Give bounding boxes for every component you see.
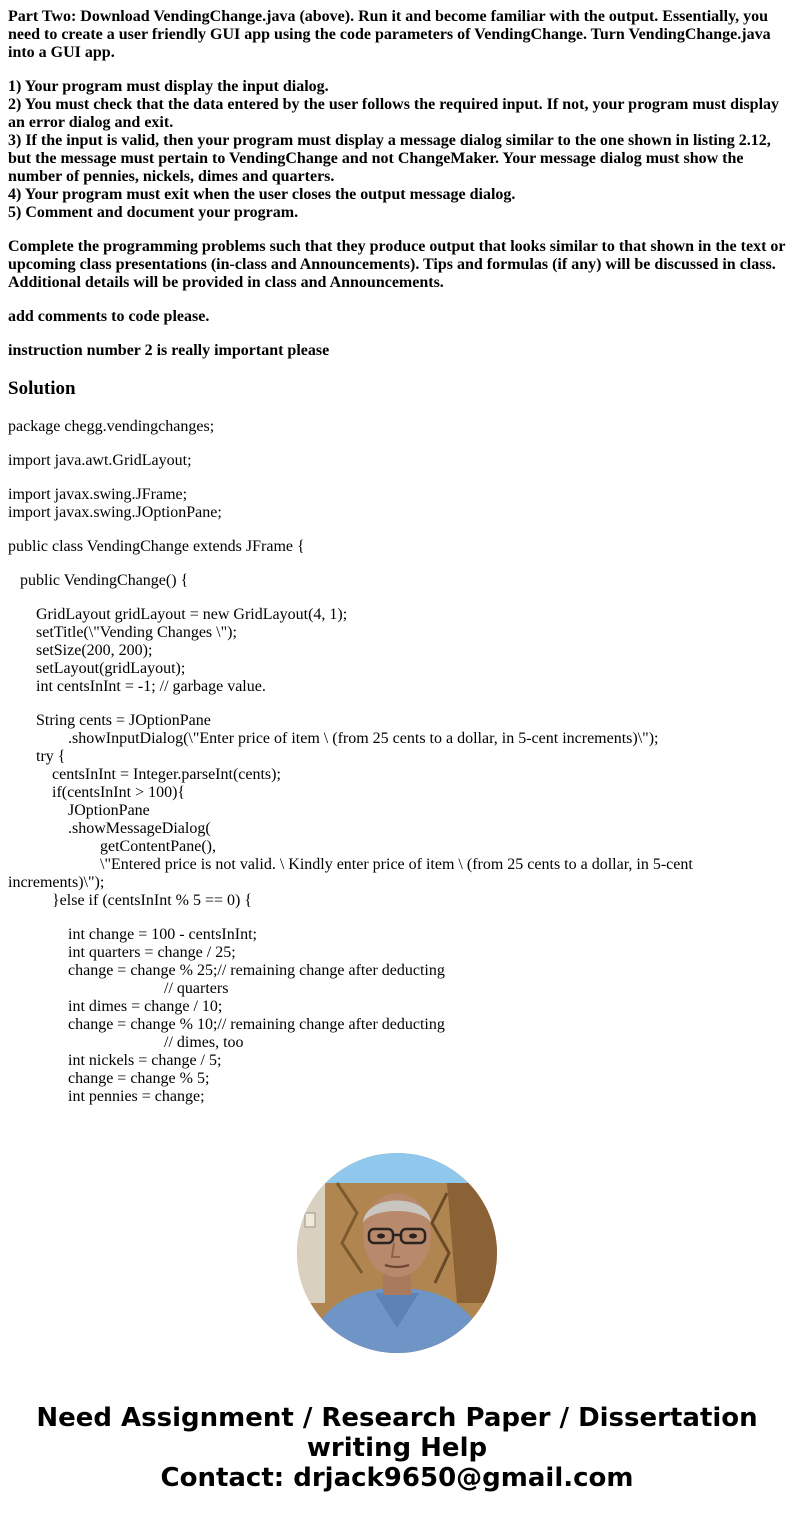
code-line: \"Entered price is not valid. \ Kindly enter price of item \ (from 25 cents to a dollar, in 5-cent increments)\"); — [8, 856, 697, 891]
promo-contact-text: Contact: drjack9650@gmail.com — [160, 1463, 634, 1493]
tutor-avatar — [297, 1153, 497, 1353]
code-line: int dimes = change / 10; — [8, 998, 223, 1015]
code-line: int change = 100 - centsInInt; — [8, 926, 257, 943]
code-line: import java.awt.GridLayout; — [8, 452, 192, 469]
code-line: // quarters — [8, 980, 229, 997]
code-line: int quarters = change / 25; — [8, 944, 236, 961]
instruction-item: 1) Your program must display the input dialog. — [8, 78, 329, 95]
code-line: int pennies = change; — [8, 1088, 205, 1105]
code-line: setLayout(gridLayout); — [8, 660, 186, 677]
code-line: }else if (centsInInt % 5 == 0) { — [8, 892, 253, 909]
promo-help-text: Need Assignment / Research Paper / Dissertation writing Help — [36, 1403, 758, 1463]
code-line: import javax.swing.JFrame; — [8, 486, 188, 503]
code-line: String cents = JOptionPane — [8, 712, 211, 729]
code-line: setSize(200, 200); — [8, 642, 153, 659]
code-line: GridLayout gridLayout = new GridLayout(4, 1); — [8, 606, 348, 623]
code-line: setTitle(\"Vending Changes \"); — [8, 624, 237, 641]
question-comment-request: add comments to code please. — [8, 308, 210, 325]
code-line: change = change % 5; — [8, 1070, 210, 1087]
code-line: change = change % 10;// remaining change after deducting — [8, 1016, 445, 1033]
code-line: package chegg.vendingchanges; — [8, 418, 215, 435]
question-emphasis: instruction number 2 is really important please — [8, 342, 330, 359]
code-line: getContentPane(), — [8, 838, 216, 855]
instruction-item: 5) Comment and document your program. — [8, 204, 299, 221]
solution-code — [8, 418, 788, 1106]
code-line: .showMessageDialog( — [8, 820, 211, 837]
code-line: int nickels = change / 5; — [8, 1052, 222, 1069]
instruction-item: 4) Your program must exit when the user closes the output message dialog. — [8, 186, 516, 203]
code-line: .showInputDialog(\"Enter price of item \ (from 25 cents to a dollar, in 5-cent increments)\"); — [8, 730, 659, 747]
instruction-list — [8, 78, 788, 222]
code-line: change = change % 25;// remaining change after deducting — [8, 962, 445, 979]
code-line: try { — [8, 748, 66, 765]
code-line: public class VendingChange extends JFrame { — [8, 538, 305, 555]
code-line: // dimes, too — [8, 1034, 244, 1051]
instruction-item: 2) You must check that the data entered by the user follows the required input. If not, your program must display an error dialog and exit. — [8, 96, 780, 131]
question-block — [8, 8, 788, 376]
question-details: Complete the programming problems such that they produce output that looks similar to that shown in the text or upcoming class presentations (in-class and Announcements). Tips and formulas (if any) will be discussed in class. Additional details will be provided in class and Announcements. — [8, 238, 786, 291]
code-line: if(centsInInt > 100){ — [8, 784, 186, 801]
code-line: int centsInInt = -1; // garbage value. — [8, 678, 266, 695]
solution-heading: Solution — [8, 378, 76, 399]
promo-banner — [0, 1403, 794, 1493]
code-line: import javax.swing.JOptionPane; — [8, 504, 222, 521]
code-line: JOptionPane — [8, 802, 150, 819]
code-line: centsInInt = Integer.parseInt(cents); — [8, 766, 281, 783]
instruction-item: 3) If the input is valid, then your program must display a message dialog similar to the one shown in listing 2.12, but the message must pertain to VendingChange and not ChangeMaker. Your message dialog must show the number of pennies, nickels, dimes and quarters. — [8, 132, 771, 185]
tutor-portrait-image — [297, 1153, 497, 1353]
code-line: public VendingChange() { — [8, 572, 189, 589]
question-intro: Part Two: Download VendingChange.java (above). Run it and become familiar with the output. Essentially, you need to create a user friendly GUI app using the code parameters of VendingChange. Turn VendingChange.java into a GUI app. — [8, 8, 771, 61]
